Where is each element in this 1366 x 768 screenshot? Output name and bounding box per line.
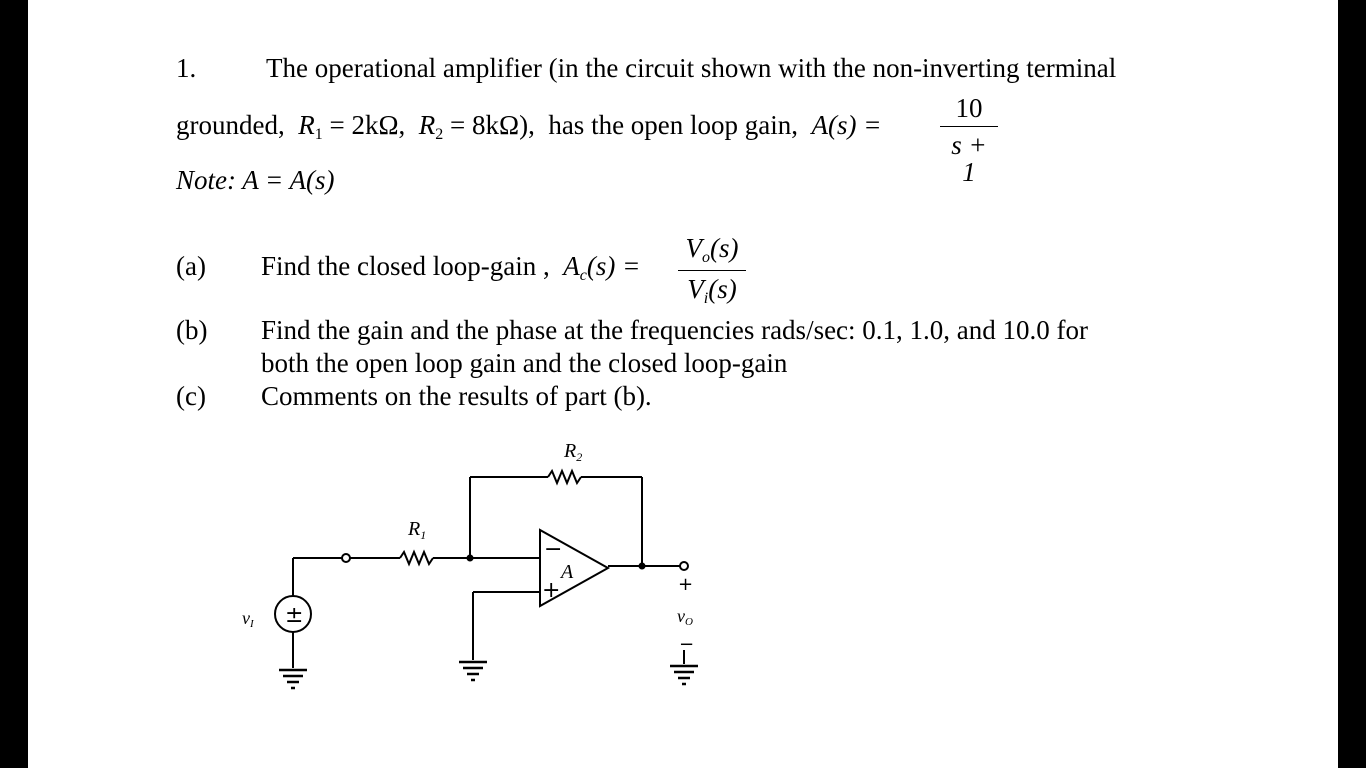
op-amp-minus-sign: −: [544, 537, 563, 562]
closed-loop-gain-fraction: $V_o(s)$ $V_i(s)$: [678, 235, 746, 307]
part-a-text: Find the closed loop-gain , $A_c(s)$ =: [261, 251, 641, 284]
r2-resistor: [548, 471, 581, 483]
part-c-text: Comments on the results of part (b).: [261, 381, 652, 411]
input-terminal-node: [342, 554, 350, 562]
problem-statement-line1: The operational amplifier (in the circuit shown with the non-inverting terminal: [266, 53, 1117, 83]
r2-label: $R_2$: [564, 440, 583, 464]
part-b-text-line2: both the open loop gain and the closed loop-gain: [261, 348, 788, 378]
source-polarity-sign: ±: [285, 603, 304, 628]
junction-node-input: [467, 555, 474, 562]
junction-node-output: [639, 563, 646, 570]
op-amp-plus-sign: +: [542, 578, 561, 603]
part-b-text: Find the gain and the phase at the frequencies rads/sec: 0.1, 1.0, and 10.0 for: [261, 315, 1089, 345]
output-minus-sign: −: [679, 634, 695, 655]
open-loop-gain-fraction: 10 s + 1: [940, 95, 998, 186]
note-text: Note: A = A(s): [176, 165, 335, 195]
op-amp-circuit-diagram: [28, 0, 1338, 768]
part-a-label: (a): [176, 251, 206, 281]
r1-resistor: [400, 552, 433, 564]
problem-number: 1.: [176, 53, 197, 83]
document-page: [28, 0, 1338, 768]
input-voltage-label: vI: [242, 608, 254, 630]
part-b-label: (b): [176, 315, 208, 345]
output-terminal: [680, 562, 688, 570]
part-c-label: (c): [176, 381, 206, 411]
ground-icon-source: [279, 670, 307, 688]
ground-icon-plus-input: [459, 662, 487, 680]
problem-statement-line2: grounded, $R_1 = 2k\Omega$, $R_2 = 8k\Omega$), has the open loop gain, A(s) =: [176, 110, 882, 143]
op-amp-gain-label: A: [561, 561, 574, 583]
r1-label: $R_1$: [408, 518, 427, 542]
ground-icon-output: [670, 666, 698, 684]
output-voltage-label: vO: [677, 606, 693, 628]
output-plus-sign: +: [678, 574, 694, 595]
